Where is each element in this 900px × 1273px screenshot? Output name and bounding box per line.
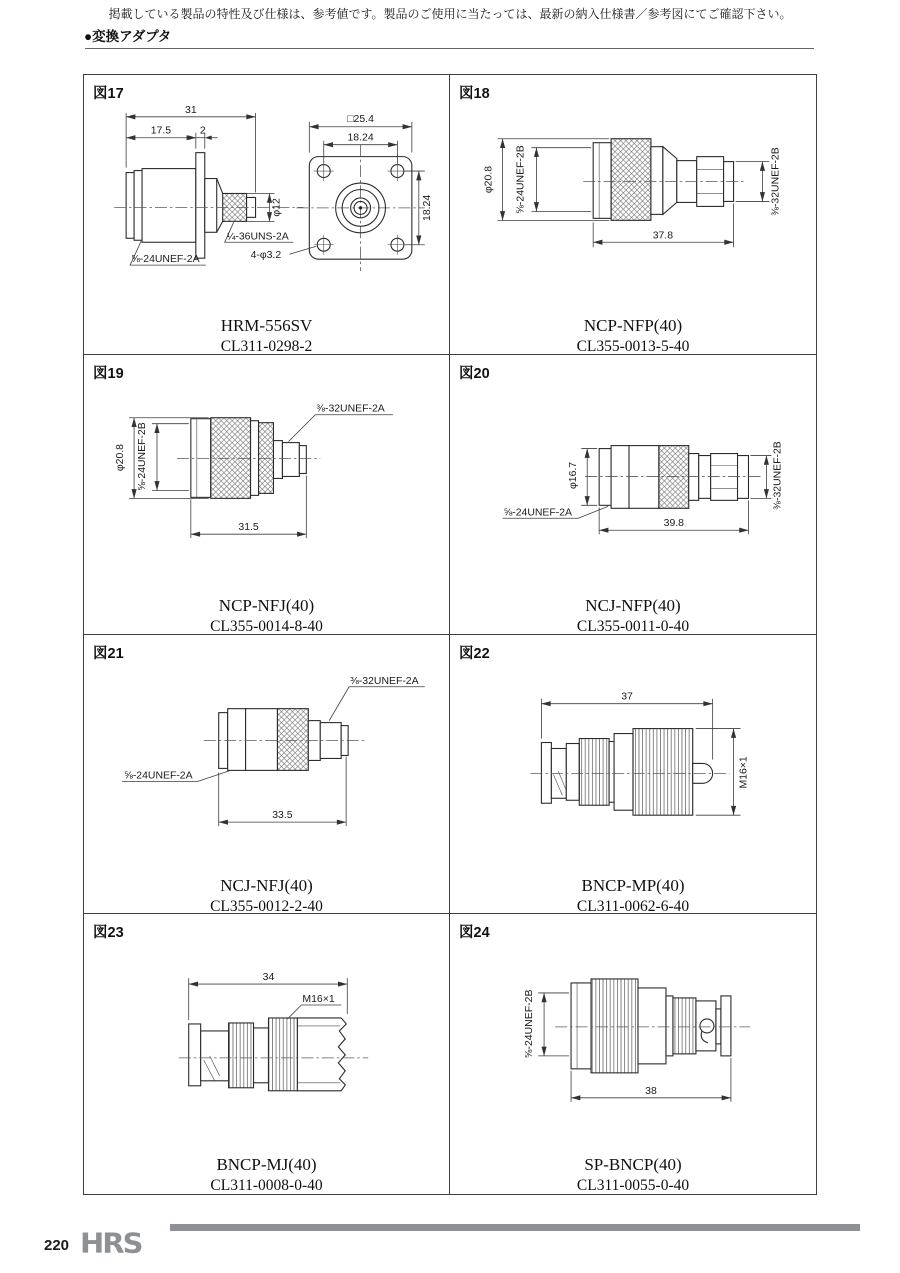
technical-drawing-hrm-556sv xyxy=(84,75,449,354)
hrs-logo: HRS xyxy=(80,1226,142,1260)
dim-overall: 31 xyxy=(185,104,197,116)
technical-drawing-ncp-nfj xyxy=(84,355,449,634)
dim-left-thread: ⅝-24UNEF-2B xyxy=(515,145,527,214)
figure-cell-17 xyxy=(84,75,450,355)
dim-overall: 31.5 xyxy=(238,521,259,533)
section-title: ●変換アダプタ xyxy=(84,29,172,44)
dim-body-diameter: φ16.7 xyxy=(568,461,580,489)
dim-stub-diameter: φ12 xyxy=(271,198,283,217)
part-number: CL355-0011-0-40 xyxy=(576,617,690,635)
figure-cell-24 xyxy=(450,914,816,1194)
figure-label: 図17 xyxy=(93,86,124,102)
dim-body-diameter: φ20.8 xyxy=(483,165,495,194)
figure-label: 図24 xyxy=(459,925,490,942)
figure-label: 図21 xyxy=(93,645,124,662)
dim-overall: 38 xyxy=(645,1086,657,1098)
figure-label: 図22 xyxy=(459,645,490,662)
figure-cell-22 xyxy=(450,635,816,915)
figure-label: 図20 xyxy=(459,365,490,382)
figure-label: 図18 xyxy=(459,86,490,102)
technical-drawing-ncp-nfp xyxy=(450,75,816,354)
product-name: SP-BNCP(40) xyxy=(584,1155,682,1175)
section-divider xyxy=(85,48,814,49)
figure-grid xyxy=(83,74,817,1195)
product-name: HRM-556SV xyxy=(220,316,313,335)
product-name: BNCP-MJ(40) xyxy=(216,1155,317,1175)
part-number: CL355-0013-5-40 xyxy=(576,338,690,355)
technical-drawing-bncp-mj xyxy=(84,914,449,1194)
dim-overall: 37 xyxy=(621,691,633,703)
dim-left-thread: ⅝-24UNEF-2B xyxy=(137,422,149,491)
dim-flange-thickness: 2 xyxy=(199,125,206,137)
dim-left-length: 17.5 xyxy=(150,125,172,137)
dim-overall: 39.8 xyxy=(663,517,684,529)
part-number: CL311-0298-2 xyxy=(220,338,313,355)
part-number: CL355-0014-8-40 xyxy=(210,617,323,635)
product-name: NCP-NFP(40) xyxy=(583,316,683,335)
dim-right-thread: ⅜-32UNEF-2A xyxy=(350,675,419,687)
dim-pitch-horizontal: 18.24 xyxy=(347,132,374,144)
dim-overall: 37.8 xyxy=(652,230,674,242)
product-name: NCP-NFJ(40) xyxy=(218,595,315,615)
dim-holes: 4-φ3.2 xyxy=(250,250,282,262)
technical-drawing-ncj-nfj xyxy=(84,635,449,914)
figure-label: 図23 xyxy=(93,925,124,942)
dim-left-thread: ⅝-24UNEF-2B xyxy=(524,989,536,1059)
page-number: 220 xyxy=(44,1237,70,1254)
figure-label: 図19 xyxy=(93,365,124,382)
dim-pitch-vertical: 18.24 xyxy=(421,194,433,221)
dim-left-thread: ⅝-24UNEF-2A xyxy=(124,769,193,781)
figure-cell-18 xyxy=(450,75,816,355)
technical-drawing-bncp-mp xyxy=(450,635,816,914)
part-number: CL311-0008-0-40 xyxy=(210,1177,323,1194)
dim-thread: M16×1 xyxy=(738,755,750,788)
dim-right-thread: ⅜-32UNEF-2B xyxy=(772,440,784,510)
figure-cell-19 xyxy=(84,355,450,635)
dim-square: □25.4 xyxy=(347,113,374,125)
figure-cell-23 xyxy=(84,914,450,1194)
dim-stub-thread: ¼-36UNS-2A xyxy=(226,231,289,243)
notice-text: 掲載している製品の特性及び仕様は、参考値です。製品のご使用に当たっては、最新の納入仕様書／参考図にてご確認下さい。 xyxy=(108,7,792,21)
product-name: NCJ-NFJ(40) xyxy=(220,875,313,895)
figure-cell-21 xyxy=(84,635,450,915)
dim-body-diameter: φ20.8 xyxy=(115,443,127,471)
dim-left-thread: ⅝-24UNEF-2A xyxy=(503,507,573,519)
dim-thread: M16×1 xyxy=(302,994,335,1006)
dim-right-thread: ⅜-32UNEF-2A xyxy=(316,403,385,415)
figure-cell-20 xyxy=(450,355,816,635)
dim-overall: 33.5 xyxy=(272,809,293,821)
part-number: CL311-0055-0-40 xyxy=(576,1177,690,1194)
part-number: CL355-0012-2-40 xyxy=(210,897,323,915)
dim-overall: 34 xyxy=(262,972,275,984)
product-name: NCJ-NFP(40) xyxy=(585,595,681,615)
footer-bar xyxy=(170,1224,860,1231)
dim-main-thread: ⅝-24UNEF-2A xyxy=(131,254,200,266)
technical-drawing-ncj-nfp xyxy=(450,355,816,634)
technical-drawing-sp-bncp xyxy=(450,914,816,1194)
dim-right-thread: ⅜-32UNEF-2B xyxy=(770,147,782,216)
product-name: BNCP-MP(40) xyxy=(581,875,685,895)
part-number: CL311-0062-6-40 xyxy=(576,897,690,915)
